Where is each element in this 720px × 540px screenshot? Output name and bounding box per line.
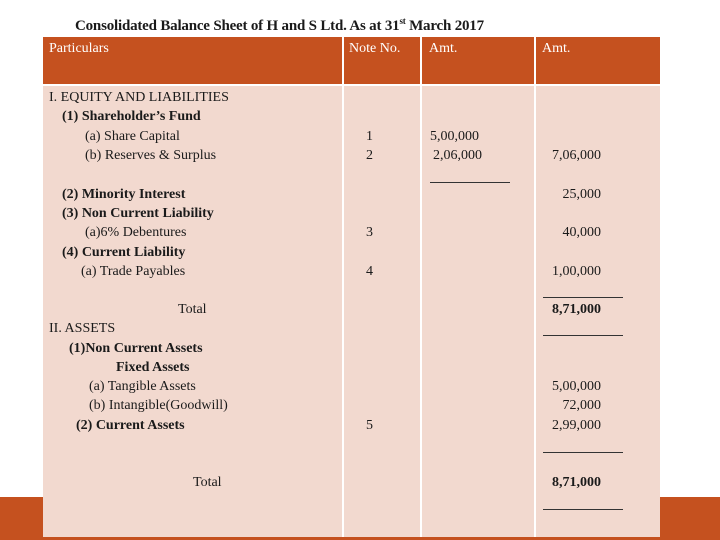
page-title	[75, 16, 484, 35]
table-header	[43, 37, 660, 84]
share-capital-label: (a) Share Capital	[85, 129, 180, 144]
trade-payables-label: (a) Trade Payables	[81, 264, 186, 279]
title-suffix: March 2017	[405, 18, 484, 34]
tangible-assets-label: (a) Tangible Assets	[89, 379, 196, 394]
current-liability-label: (4) Current Liability	[62, 245, 186, 260]
amount-reserves-surplus: 2,06,000	[433, 148, 482, 163]
section-equity-liabilities: I. EQUITY AND LIABILITIES	[49, 90, 229, 105]
debentures-label: (a)6% Debentures	[85, 225, 187, 240]
amount-shareholders-fund-total: 7,06,000	[552, 148, 601, 163]
amount-total-assets: 8,71,000	[552, 475, 601, 490]
amount-current-assets: 2,99,000	[552, 418, 601, 433]
current-assets-label: (2) Current Assets	[76, 418, 185, 433]
fixed-assets-label: Fixed Assets	[116, 360, 190, 375]
amount-trade-payables: 1,00,000	[552, 264, 601, 279]
header-particulars: Particulars	[49, 41, 109, 56]
balance-sheet-table	[43, 37, 660, 540]
note-reserves-surplus: 2	[366, 148, 373, 163]
header-note-no: Note No.	[349, 41, 401, 56]
header-amount-2: Amt.	[542, 41, 571, 56]
note-debentures: 3	[366, 225, 373, 240]
subtotal-rule	[430, 182, 510, 183]
amount-share-capital: 5,00,000	[430, 129, 479, 144]
column-divider	[420, 37, 422, 540]
minority-interest-label: (2) Minority Interest	[62, 187, 186, 202]
total-rule	[543, 452, 623, 453]
decorative-footer-bar	[0, 497, 43, 540]
total-underline	[543, 509, 623, 510]
title-superscript: st	[399, 16, 406, 26]
header-divider	[43, 84, 660, 86]
amount-minority-interest: 25,000	[562, 187, 601, 202]
total-rule	[543, 297, 623, 298]
note-share-capital: 1	[366, 129, 373, 144]
decorative-footer-bar	[660, 497, 720, 540]
amount-debentures: 40,000	[562, 225, 601, 240]
note-trade-payables: 4	[366, 264, 373, 279]
header-amount-1: Amt.	[429, 41, 458, 56]
non-current-liability-label: (3) Non Current Liability	[62, 206, 214, 221]
note-current-assets: 5	[366, 418, 373, 433]
shareholders-fund-label: (1) Shareholder’s Fund	[62, 109, 201, 124]
title-text: Consolidated Balance Sheet of H and S Ltd. As at 31	[75, 18, 400, 34]
total-assets-label: Total	[193, 475, 222, 490]
amount-total-liabilities: 8,71,000	[552, 302, 601, 317]
amount-intangible-goodwill: 72,000	[562, 398, 601, 413]
column-divider	[342, 37, 344, 540]
intangible-goodwill-label: (b) Intangible(Goodwill)	[89, 398, 228, 413]
amount-tangible-assets: 5,00,000	[552, 379, 601, 394]
non-current-assets-label: (1)Non Current Assets	[69, 341, 203, 356]
column-divider	[534, 37, 536, 540]
section-assets: II. ASSETS	[49, 321, 116, 336]
total-underline	[543, 335, 623, 336]
total-liabilities-label: Total	[178, 302, 207, 317]
reserves-surplus-label: (b) Reserves & Surplus	[85, 148, 217, 163]
